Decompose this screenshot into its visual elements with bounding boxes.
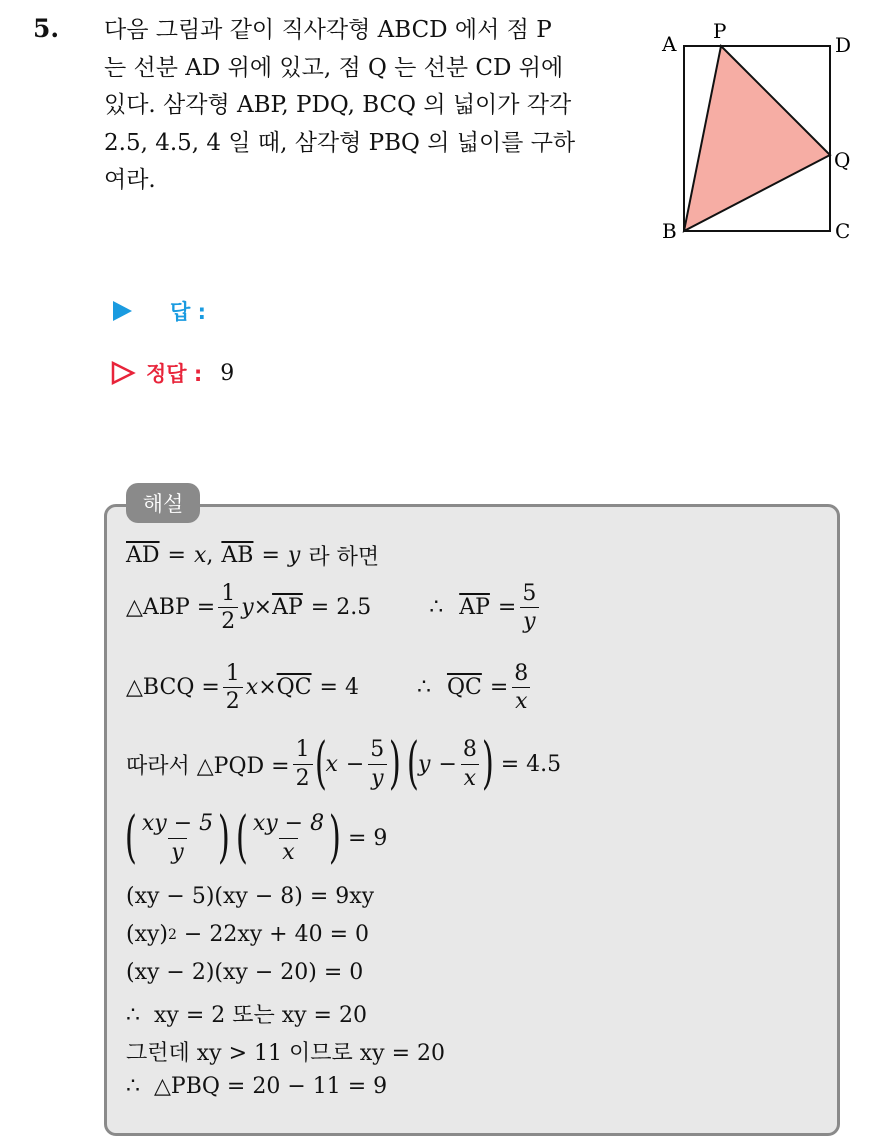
numerator: 8 xyxy=(514,661,529,686)
denominator: y xyxy=(520,607,538,633)
answer-label: 답 : xyxy=(170,300,206,324)
lhs: 따라서 △PQD = xyxy=(126,753,290,779)
denominator: y xyxy=(168,838,186,864)
minus: − xyxy=(345,751,365,777)
rhs: = 2.5 xyxy=(310,595,372,621)
times: × xyxy=(253,595,273,621)
solution-line-7 xyxy=(126,922,369,947)
solution-line-2 xyxy=(126,582,542,633)
solution-line-10: 그런데 xy > 11 이므로 xy = 20 xyxy=(126,1041,445,1066)
fraction xyxy=(460,738,480,789)
denominator: 2 xyxy=(218,607,238,633)
solution-line-9: ∴ xy = 2 또는 xy = 20 xyxy=(126,1003,367,1028)
numerator: xy − 8 xyxy=(252,811,325,837)
rhs: = 9 xyxy=(347,825,388,851)
segment-ap: $\overline{AP}$ xyxy=(459,595,490,621)
outline-arrow-icon xyxy=(110,360,136,386)
solution-line-4: 따라서 △PQD = $\frac{1}{2}$ ( x − $\frac{5}{y}$ ) ( y − $\frac{8}{x}$ ) = 4.5 xyxy=(126,731,562,796)
numerator: 1 xyxy=(295,737,310,763)
equals: = xyxy=(167,543,186,568)
denominator: x xyxy=(461,764,479,790)
segment-ad: $\overline{AD}$ xyxy=(126,543,160,568)
comma: , xyxy=(206,543,214,568)
numerator: 5 xyxy=(370,737,385,763)
fraction xyxy=(293,738,313,789)
text: 라 하면 xyxy=(308,545,380,570)
term: (xy) xyxy=(126,922,169,947)
denominator: x xyxy=(512,687,530,713)
equals: = xyxy=(261,543,280,568)
denominator: 2 xyxy=(293,764,313,790)
solution-line-8: (xy − 2)(xy − 20) = 0 xyxy=(126,960,364,985)
solution-line-11: ∴ △PBQ = 20 − 11 = 9 xyxy=(126,1074,388,1099)
question-line: 2.5, 4.5, 4 일 때, 삼각형 PBQ 의 넓이를 구하 xyxy=(104,129,576,156)
correct-answer-value: 9 xyxy=(220,360,235,386)
lhs: △BCQ = xyxy=(126,675,220,701)
segment-ab: $\overline{AB}$ xyxy=(221,543,254,568)
therefore: ∴ xyxy=(429,595,444,621)
label-a: A xyxy=(662,32,677,56)
numerator: 5 xyxy=(522,581,537,606)
fraction xyxy=(519,582,539,633)
denominator: y xyxy=(368,764,386,790)
answer-blank-row xyxy=(110,296,206,326)
question-line: 는 선분 AD 위에 있고, 점 Q 는 선분 CD 위에 xyxy=(104,54,564,81)
solution-line-6: (xy − 5)(xy − 8) = 9xy xyxy=(126,884,375,909)
var-x: x xyxy=(325,751,338,777)
segment-qc: $\overline{QC}$ xyxy=(446,675,482,701)
solution-line-1 xyxy=(126,540,379,571)
label-b: B xyxy=(662,219,677,243)
label-c: C xyxy=(835,219,851,243)
fraction xyxy=(511,662,531,713)
question-line: 다음 그림과 같이 직사각형 ABCD 에서 점 P xyxy=(104,17,552,43)
correct-answer-row xyxy=(110,358,234,388)
fraction xyxy=(250,812,327,863)
numerator: 1 xyxy=(221,581,236,606)
question-number: 5. xyxy=(33,14,60,43)
var-y: y xyxy=(241,595,254,621)
fraction xyxy=(367,738,387,789)
label-d: D xyxy=(835,33,852,57)
label-q: Q xyxy=(834,148,851,172)
numerator: 8 xyxy=(462,737,477,763)
label-p: P xyxy=(713,20,727,43)
fraction xyxy=(223,662,243,713)
numerator: 1 xyxy=(225,661,240,686)
rectangle-figure xyxy=(660,20,860,250)
var-x: x xyxy=(193,543,207,568)
term: − 22xy + 40 = 0 xyxy=(176,922,370,947)
denominator: 2 xyxy=(223,687,243,713)
play-arrow-icon xyxy=(110,299,134,323)
question-text xyxy=(104,12,634,200)
segment-qc: $\overline{QC}$ xyxy=(276,675,312,701)
correct-answer-label: 정답 : xyxy=(146,362,203,386)
question-line: 있다. 삼각형 ABP, PDQ, BCQ 의 넓이가 각각 xyxy=(104,92,572,118)
denominator: x xyxy=(279,838,297,864)
triangle-pbq xyxy=(684,46,830,231)
var-x: x xyxy=(245,675,259,701)
fraction xyxy=(139,812,216,863)
equals: = xyxy=(489,675,509,701)
rhs: = 4 xyxy=(319,675,359,701)
therefore: ∴ xyxy=(416,675,431,701)
solution-tab: 해설 xyxy=(126,483,200,523)
rhs: = 4.5 xyxy=(500,751,562,777)
var-y: y xyxy=(418,751,431,777)
question-line: 여라. xyxy=(104,167,156,193)
equals: = xyxy=(497,595,517,621)
solution-line-3 xyxy=(126,662,534,713)
numerator: xy − 5 xyxy=(141,811,214,837)
lhs: △ABP = xyxy=(126,595,216,621)
segment-ap: $\overline{AP}$ xyxy=(272,595,303,621)
exponent: 2 xyxy=(168,926,177,943)
minus: − xyxy=(438,751,457,777)
fraction xyxy=(218,582,238,633)
var-y: y xyxy=(287,543,301,568)
solution-line-5: ( $\frac{xy - 5}{y}$ ) ( $\frac{xy - 8}{x}$ ) = 9 xyxy=(124,805,388,870)
times: × xyxy=(258,675,277,701)
